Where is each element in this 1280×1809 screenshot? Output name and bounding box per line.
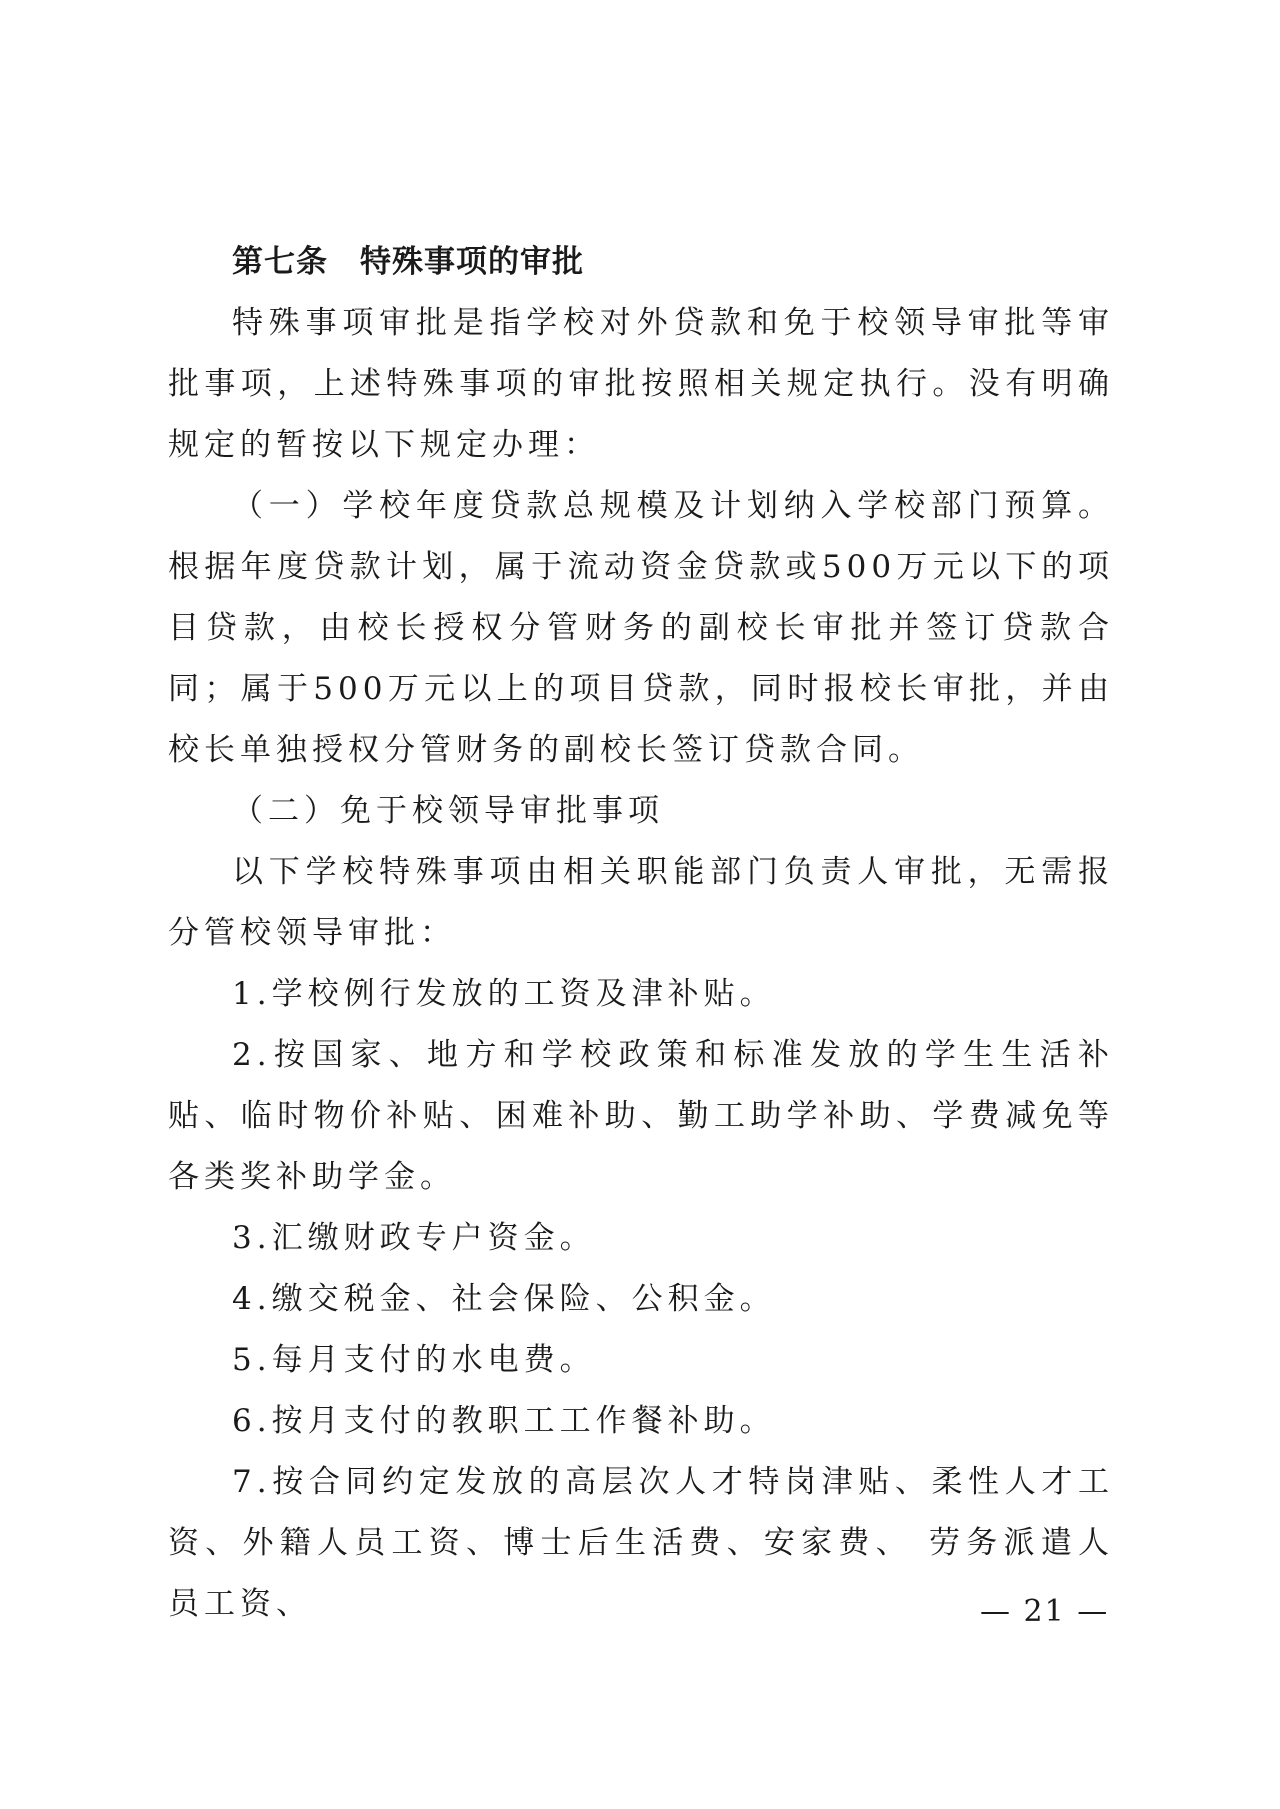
list-item-7: 7.按合同约定发放的高层次人才特岗津贴、柔性人才工资、外籍人员工资、博士后生活费、安家费、 劳务派遣人员工资、	[168, 1464, 1114, 1622]
paragraph-intro: 特殊事项审批是指学校对外贷款和免于校领导审批等审批事项，上述特殊事项的审批按照相关规定执行。没有明确规定的暂按以下规定办理：	[168, 305, 1114, 463]
list-item-4: 4.缴交税金、社会保险、公积金。	[232, 1281, 776, 1317]
list-item-1: 1.学校例行发放的工资及津补贴。	[232, 976, 776, 1012]
document-body	[168, 232, 1114, 1635]
list-item-3: 3.汇缴财政专户资金。	[232, 1220, 596, 1256]
list-item-5: 5.每月支付的水电费。	[232, 1342, 596, 1378]
article-heading: 第七条 特殊事项的审批	[232, 244, 584, 280]
paragraph-item-two-desc: 以下学校特殊事项由相关职能部门负责人审批，无需报分管校领导审批：	[168, 854, 1114, 951]
list-item-6: 6.按月支付的教职工工作餐补助。	[232, 1403, 776, 1439]
paragraph-item-two-title: （二）免于校领导审批事项	[232, 793, 664, 829]
paragraph-item-one: （一）学校年度贷款总规模及计划纳入学校部门预算。根据年度贷款计划，属于流动资金贷款或500万元以下的项目贷款，由校长授权分管财务的副校长审批并签订贷款合同；属于500万元以上的项目贷款，同时报校长审批，并由校长单独授权分管财务的副校长签订贷款合同。	[168, 488, 1114, 768]
list-item-2: 2.按国家、地方和学校政策和标准发放的学生生活补贴、临时物价补贴、困难补助、勤工助学补助、学费减免等各类奖补助学金。	[168, 1037, 1114, 1195]
page-number: — 21 —	[980, 1594, 1110, 1629]
